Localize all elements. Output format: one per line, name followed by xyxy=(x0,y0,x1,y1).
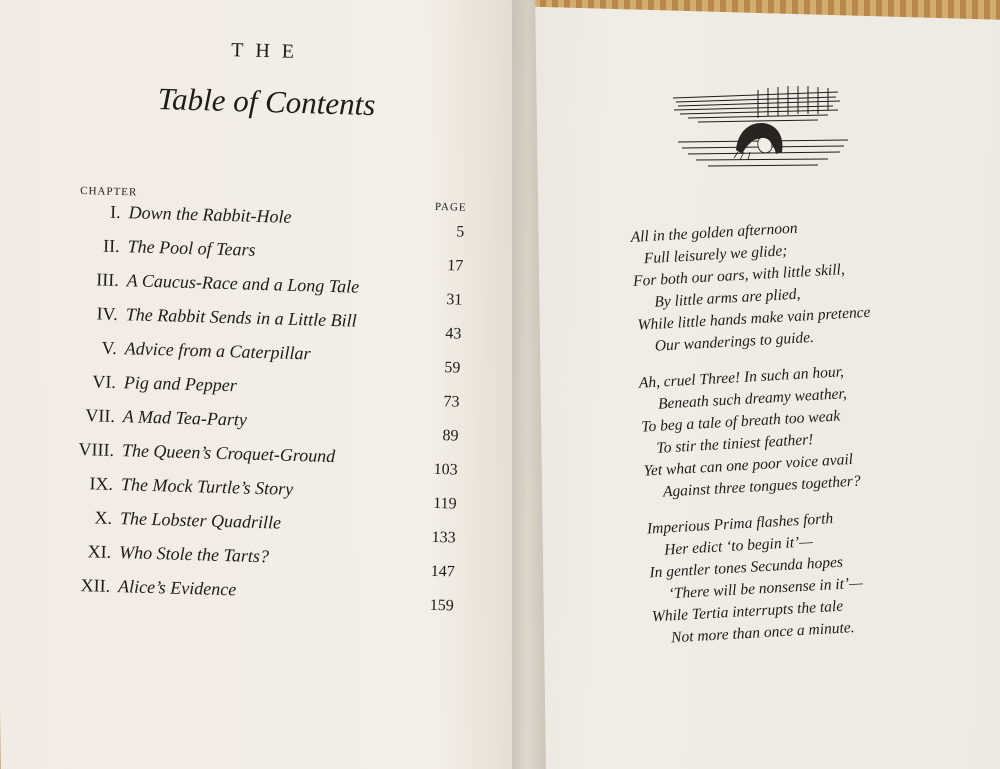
poem-line: In gentler tones Secunda hopes xyxy=(649,553,844,582)
poem-line: Against three tongues together? xyxy=(662,472,862,501)
chapter-page: 5 xyxy=(455,223,465,241)
page-column-header: PAGE xyxy=(434,200,467,214)
chapter-title: The Mock Turtle’s Story xyxy=(120,474,294,499)
chapter-number: X. xyxy=(94,507,113,528)
chapter-number: VI. xyxy=(92,371,117,392)
chapter-number: V. xyxy=(101,337,118,358)
chapter-number: VIII. xyxy=(78,438,115,460)
page-title: Table of Contents xyxy=(157,81,376,123)
poem-line: Her edict ‘to begin it’— xyxy=(663,533,814,559)
poem-line: Beneath such dreamy weather, xyxy=(657,385,848,413)
chapter-page: 43 xyxy=(445,325,462,343)
the-heading: THE xyxy=(230,39,307,64)
poem-line: Ah, cruel Three! In such an hour, xyxy=(638,363,845,392)
poem-line: Full leisurely we glide; xyxy=(643,242,788,268)
chapter-page: 17 xyxy=(447,257,464,275)
poem-line: ‘There will be nonsense in it’— xyxy=(668,574,864,603)
chapter-title: A Mad Tea-Party xyxy=(122,406,248,430)
chapter-page: 73 xyxy=(443,393,460,411)
poem-line: Not more than once a minute. xyxy=(670,619,856,647)
chapter-page: 119 xyxy=(432,494,457,513)
chapter-title: The Pool of Tears xyxy=(127,236,256,260)
chapter-page: 31 xyxy=(446,291,463,309)
chapter-title: The Queen’s Croquet-Ground xyxy=(121,440,336,467)
poem-line: While little hands make vain pretence xyxy=(637,303,871,334)
chapter-number: XI. xyxy=(87,541,112,562)
poem-line: Imperious Prima flashes forth xyxy=(646,510,834,538)
chapter-title: Advice from a Caterpillar xyxy=(124,338,311,364)
chapter-number: VII. xyxy=(85,405,116,426)
chapter-page: 89 xyxy=(442,427,459,445)
chapter-title: Who Stole the Tarts? xyxy=(118,542,270,567)
poem-line: To beg a tale of breath too weak xyxy=(640,407,841,436)
chapter-title: Pig and Pepper xyxy=(123,372,238,396)
chapter-number: I. xyxy=(109,201,121,223)
chapter-page: 103 xyxy=(433,460,458,479)
chapter-title: The Rabbit Sends in a Little Bill xyxy=(125,304,357,331)
chapter-number: III. xyxy=(95,269,120,291)
chapter-page: 159 xyxy=(429,596,455,615)
chapter-number: II. xyxy=(102,235,120,257)
chapter-title: Alice’s Evidence xyxy=(117,576,237,600)
chapter-title: Down the Rabbit-Hole xyxy=(128,202,292,227)
chapter-page: 147 xyxy=(430,562,455,581)
chapter-number: XII. xyxy=(80,575,111,596)
toc-row xyxy=(64,200,495,241)
poem-line: For both our oars, with little skill, xyxy=(632,261,846,290)
chapter-number: IX. xyxy=(89,473,114,494)
chapter-title: A Caucus-Race and a Long Tale xyxy=(126,270,360,297)
poem-line: All in the golden afternoon xyxy=(630,219,798,246)
chapter-column-header: CHAPTER xyxy=(80,184,138,199)
poem-line: While Tertia interrupts the tale xyxy=(651,597,844,626)
chapter-page: 59 xyxy=(444,359,461,377)
poem xyxy=(538,0,1000,769)
poem-line: To stir the tiniest feather! xyxy=(656,431,814,457)
chapter-page: 133 xyxy=(431,528,456,547)
poem-line: Our wanderings to guide. xyxy=(654,328,815,355)
poem-line: By little arms are plied, xyxy=(653,285,801,311)
chapter-title: The Lobster Quadrille xyxy=(119,508,282,533)
poem-line: Yet what can one poor voice avail xyxy=(643,450,854,480)
chapter-number: IV. xyxy=(96,303,119,324)
